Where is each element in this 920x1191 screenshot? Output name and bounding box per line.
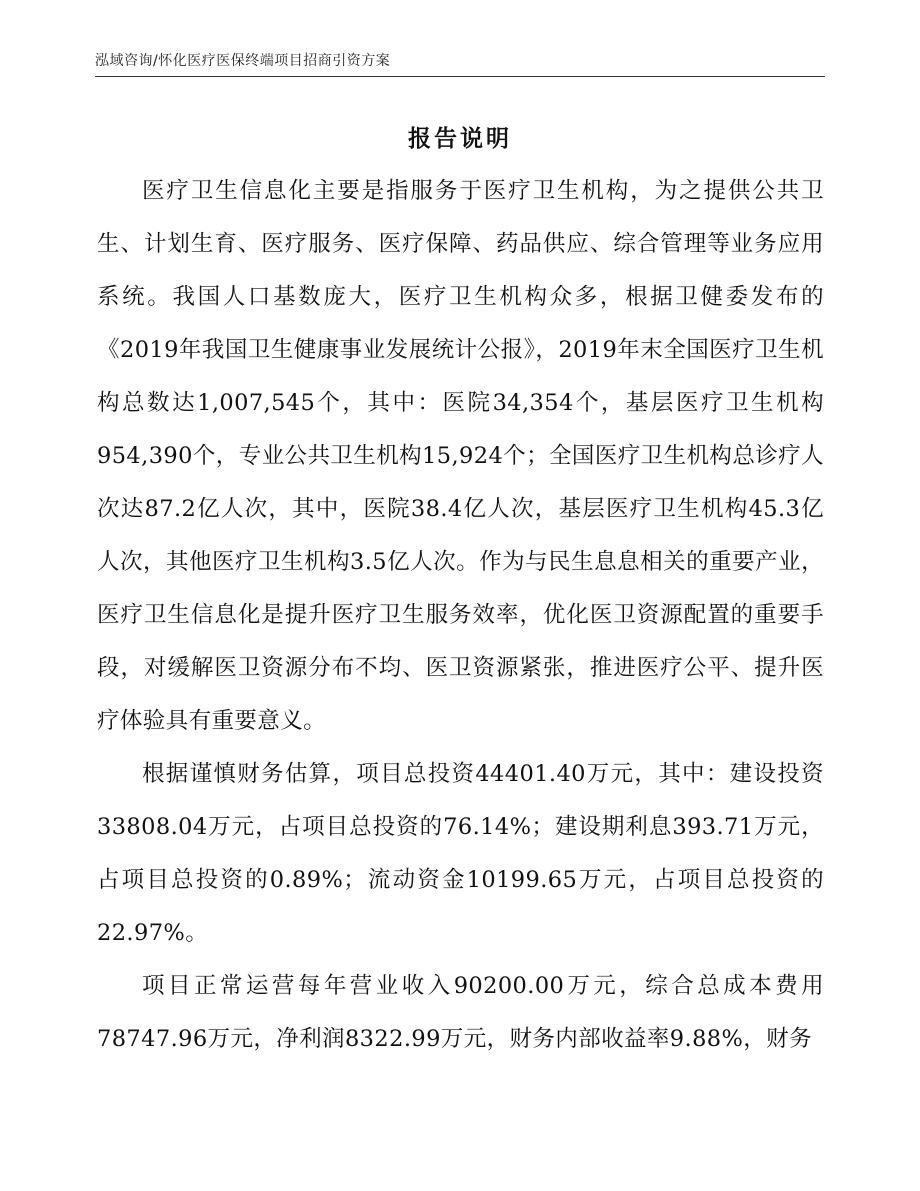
paragraph-operations: 项目正常运营每年营业收入90200.00万元，综合总成本费用78747.96万元，净利润8322.99万元，财务内部收益率9.88%，财务	[97, 973, 824, 1052]
running-header: 泓域咨询/怀化医疗医保终端项目招商引资方案	[95, 53, 391, 69]
paragraph-intro: 医疗卫生信息化主要是指服务于医疗卫生机构，为之提供公共卫生、计划生育、医疗服务、医疗保障、药品供应、综合管理等业务应用系统。我国人口基数庞大，医疗卫生机构众多，根据卫健委发布的《2019年我国卫生健康事业发展统计公报》，2019年末全国医疗卫生机构总数达1,007,545个，其中：医院34,354个，基层医疗卫生机构954,390个，专业公共卫生机构15,924个；全国医疗卫生机构总诊疗人次达87.2亿人次，其中，医院38.4亿人次，基层医疗卫生机构45.3亿人次，其他医疗卫生机构3.5亿人次。作为与民生息息相关的重要产业，医疗卫生信息化是提升医疗卫生服务效率，优化医卫资源配置的重要手段，对缓解医卫资源分布不均、医卫资源紧张，推进医疗公平、提升医疗体验具有重要意义。	[97, 178, 824, 734]
document-body	[97, 165, 824, 1066]
section-title: 报告说明	[408, 126, 512, 152]
paragraph-investment: 根据谨慎财务估算，项目总投资44401.40万元，其中：建设投资33808.04万元，占项目总投资的76.14%；建设期利息393.71万元，占项目总投资的0.89%；流动资金10199.65万元，占项目总投资的22.97%。	[97, 761, 824, 946]
header-divider	[95, 76, 825, 77]
